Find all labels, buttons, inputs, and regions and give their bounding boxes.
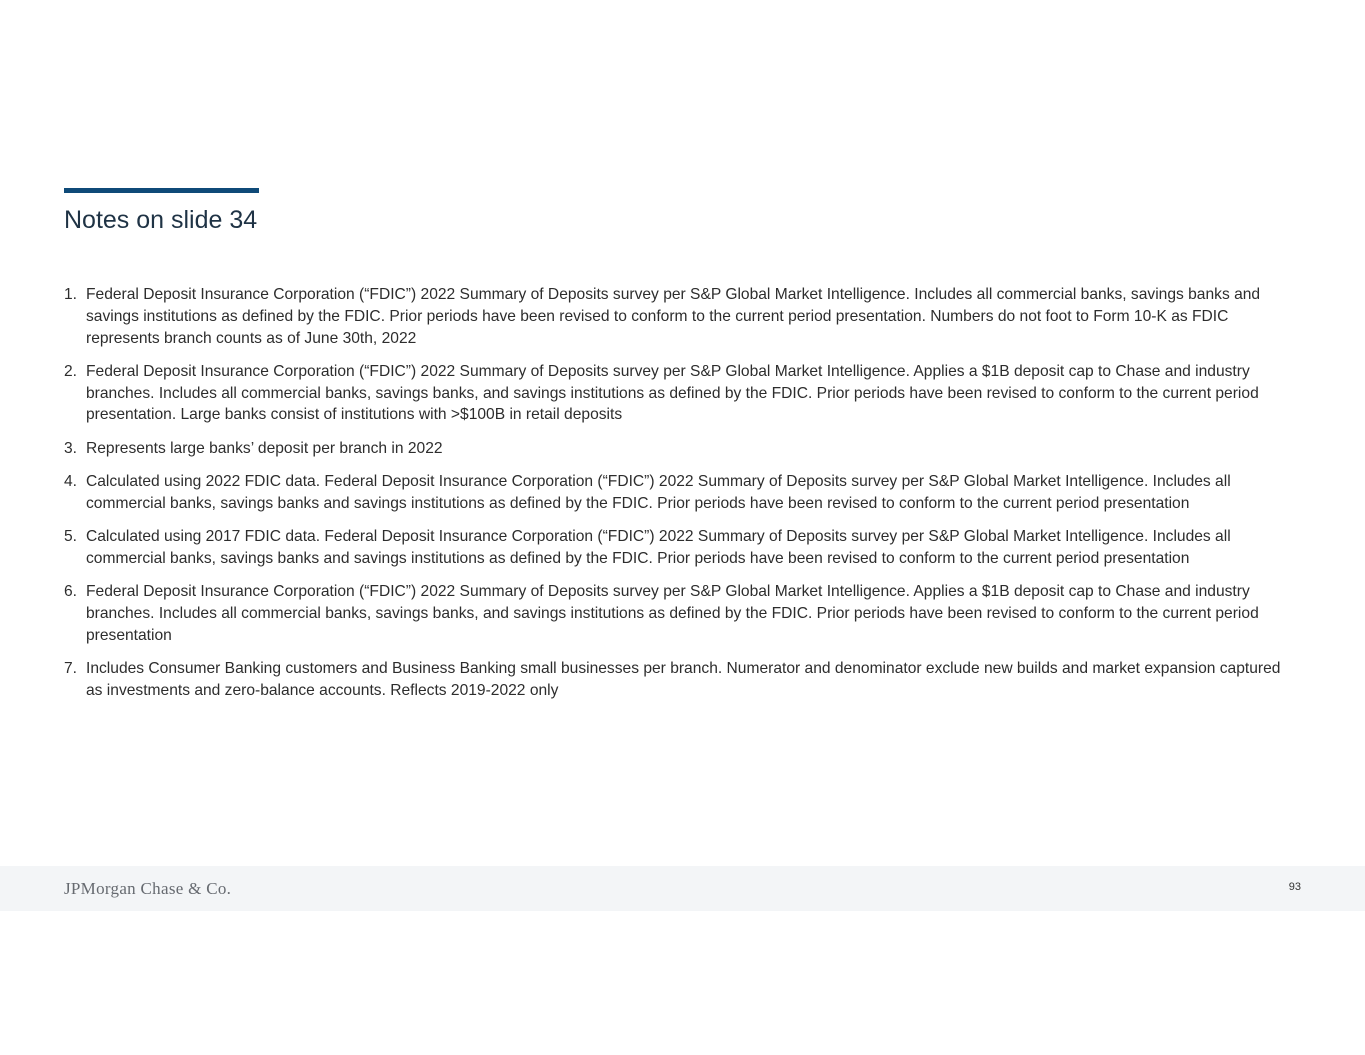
page-title: Notes on slide 34: [64, 206, 258, 234]
note-number: 1.: [64, 286, 78, 303]
note-text: Represents large banks’ deposit per branch in 2022: [86, 439, 443, 457]
list-item: [64, 658, 1300, 702]
note-text: Calculated using 2022 FDIC data. Federal Deposit Insurance Corporation (“FDIC”) 2022 Summary of Deposits survey per S&P Global Market Intelligence. Includes all commercial banks, savings banks and savings institutions as defined by the FDIC. Prior periods have been revised to conform to the current period presentation: [86, 473, 1231, 512]
note-number: 5.: [64, 528, 78, 546]
list-item: [64, 361, 1300, 426]
page-number: 93: [1288, 881, 1301, 893]
title-accent-rule: [64, 188, 259, 193]
company-logo: JPMorgan Chase & Co.: [64, 879, 232, 898]
note-text: Includes Consumer Banking customers and Business Banking small businesses per branch. Numerator and denominator exclude new builds and market expansion captured as investments and zero-balance accounts. Reflects 2019-2022 only: [86, 660, 1281, 699]
note-text: Federal Deposit Insurance Corporation (“FDIC”) 2022 Summary of Deposits survey per S&P Global Market Intelligence. Applies a $1B deposit cap to Chase and industry branches. Includes all commercial banks, savings banks, and savings institutions as defined by the FDIC. Prior periods have been revised to conform to the current period presentation. Large banks consist of institutions with >$100B in retail deposits: [86, 362, 1259, 424]
notes-list: [64, 284, 1300, 713]
note-number: 3.: [64, 439, 78, 457]
note-number: 7.: [64, 660, 78, 678]
list-item: [64, 471, 1300, 515]
note-number: 6.: [64, 583, 78, 601]
note-text: Federal Deposit Insurance Corporation (“FDIC”) 2022 Summary of Deposits survey per S&P Global Market Intelligence. Applies a $1B deposit cap to Chase and industry branches. Includes all commercial banks, savings banks, and savings institutions as defined by the FDIC. Prior periods have been revised to conform to the current period presentation: [86, 583, 1259, 644]
note-number: 4.: [64, 473, 78, 491]
note-text: Federal Deposit Insurance Corporation (“FDIC”) 2022 Summary of Deposits survey per S&P Global Market Intelligence. Includes all commercial banks, savings banks and savings institutions as defined by the FDIC. Prior periods have been revised to conform to the current period presentation. Numbers do not foot to Form 10-K as FDIC represents branch counts as of June 30th, 2022: [86, 286, 1261, 347]
list-item: [64, 284, 1300, 349]
note-text: Calculated using 2017 FDIC data. Federal Deposit Insurance Corporation (“FDIC”) 2022 Summary of Deposits survey per S&P Global Market Intelligence. Includes all commercial banks, savings banks and savings institutions as defined by the FDIC. Prior periods have been revised to conform to the current period presentation: [86, 528, 1231, 567]
footer-bar: [0, 866, 1365, 911]
list-item: [64, 581, 1300, 646]
list-item: [64, 526, 1300, 570]
note-number: 2.: [64, 362, 78, 380]
list-item: [64, 438, 1300, 460]
